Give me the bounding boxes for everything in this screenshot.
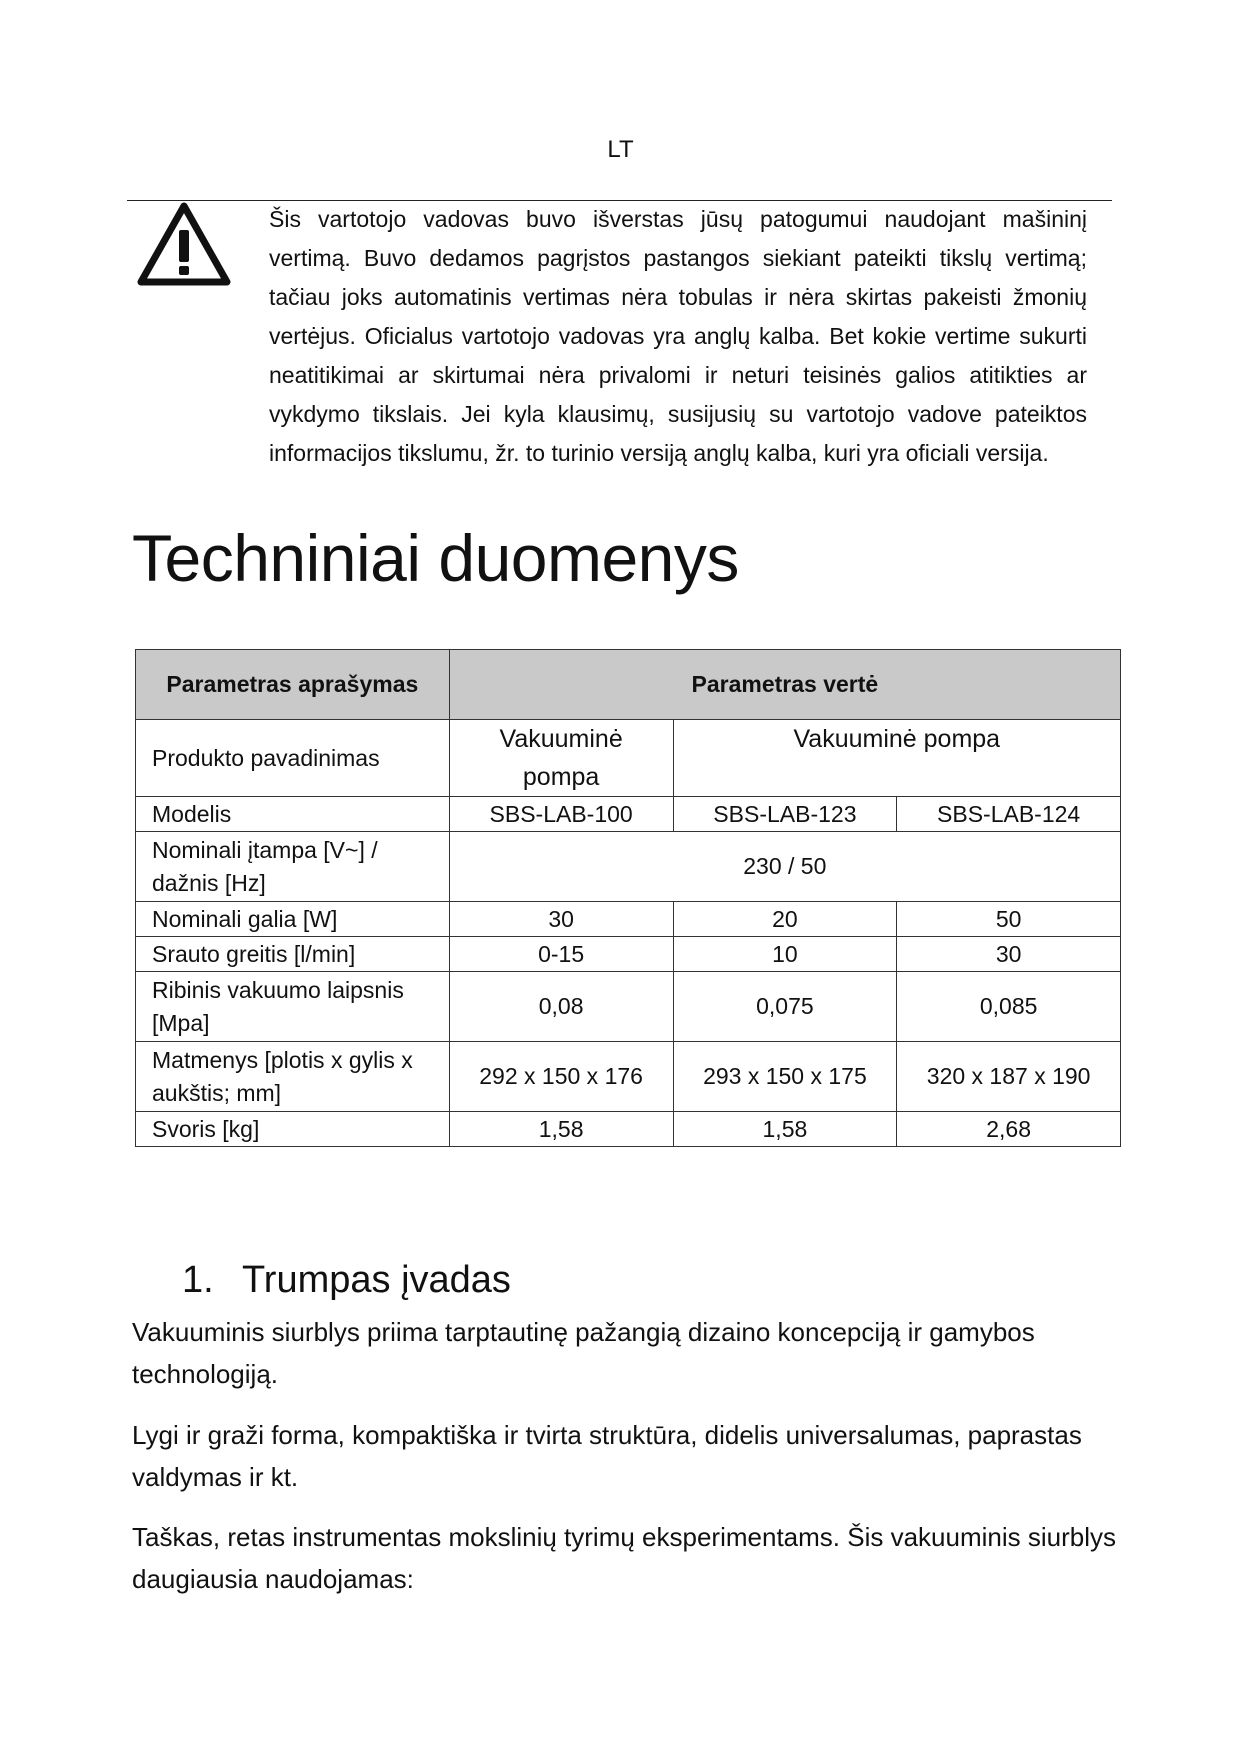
cell-value: 293 x 150 x 175 [673,1042,897,1112]
product-name-100: Vakuuminė pompa [449,720,673,797]
table-header-row [136,650,1121,720]
cell-value: 2,68 [897,1112,1121,1147]
cell-value: 0,075 [673,972,897,1042]
row-label: Matmenys [plotis x gylis x aukštis; mm] [136,1042,450,1112]
row-label: Srauto greitis [l/min] [136,937,450,972]
warning-triangle-icon [137,202,231,286]
product-name-123-124: Vakuuminė pompa [673,720,1120,797]
table-row [136,972,1121,1042]
cell-value: 292 x 150 x 176 [449,1042,673,1112]
row-label: Produkto pavadinimas [136,720,450,797]
row-label: Modelis [136,797,450,832]
table-row-voltage [136,832,1121,902]
cell-value: 10 [673,937,897,972]
paragraph: Lygi ir graži forma, kompaktiška ir tvirta struktūra, didelis universalumas, paprastas valdymas ir kt. [132,1420,1082,1492]
cell-value: 0,085 [897,972,1121,1042]
table-row-model [136,797,1121,832]
table-row [136,1112,1121,1147]
section-heading [182,1259,511,1302]
cell-value: 50 [897,902,1121,937]
table-row [136,902,1121,937]
table-row [136,1042,1121,1112]
model-value: SBS-LAB-123 [673,797,897,832]
table-row [136,937,1121,972]
cell-value: 0,08 [449,972,673,1042]
page-title: Techniniai duomenys [132,521,739,595]
row-label: Ribinis vakuumo laipsnis [Mpa] [136,972,450,1042]
row-label: Svoris [kg] [136,1112,450,1147]
cell-value: 0-15 [449,937,673,972]
machine-translation-notice: Šis vartotojo vadovas buvo išverstas jūsų patogumui naudojant mašininį vertimą. Buvo dedamos pagrįstos pastangos siekiant pateikti tikslų vertimą; tačiau joks automatinis vertimas nėra tobulas ir nėra skirtas pakeisti žmonių vertėjus. Oficialus vartotojo vadovas yra anglų kalba. Bet kokie vertime sukurti neatitikimai ar skirtumai nėra privalomi ir neturi teisinės galios atitikties ar vykdymo tikslais. Jei kyla klausimų, susijusių su vartotojo vadove pateiktos informacijos tikslumu, žr. to turinio versiją anglų kalba, kuri yra oficiali versija. [269,206,1087,466]
cell-value: 30 [897,937,1121,972]
section-number: 1. [182,1259,214,1301]
technical-data-table [135,649,1121,1147]
cell-value: 30 [449,902,673,937]
paragraph: Vakuuminis siurblys priima tarptautinę pažangią dizaino koncepciją ir gamybos technologiją. [132,1317,1035,1389]
voltage-value: 230 / 50 [449,832,1120,902]
cell-value: 20 [673,902,897,937]
model-value: SBS-LAB-124 [897,797,1121,832]
section-title: Trumpas įvadas [242,1259,511,1301]
row-label: Nominali galia [W] [136,902,450,937]
language-label: LT [607,136,634,163]
header-parameter-value: Parametras vertė [449,650,1120,720]
row-label: Nominali įtampa [V~] / dažnis [Hz] [136,832,450,902]
header-parameter-description: Parametras aprašymas [136,650,450,720]
paragraph: Taškas, retas instrumentas mokslinių tyrimų eksperimentams. Šis vakuuminis siurblys daugiausia naudojamas: [132,1522,1116,1594]
cell-value: 320 x 187 x 190 [897,1042,1121,1112]
table-row-product-name [136,720,1121,797]
model-value: SBS-LAB-100 [449,797,673,832]
cell-value: 1,58 [449,1112,673,1147]
cell-value: 1,58 [673,1112,897,1147]
